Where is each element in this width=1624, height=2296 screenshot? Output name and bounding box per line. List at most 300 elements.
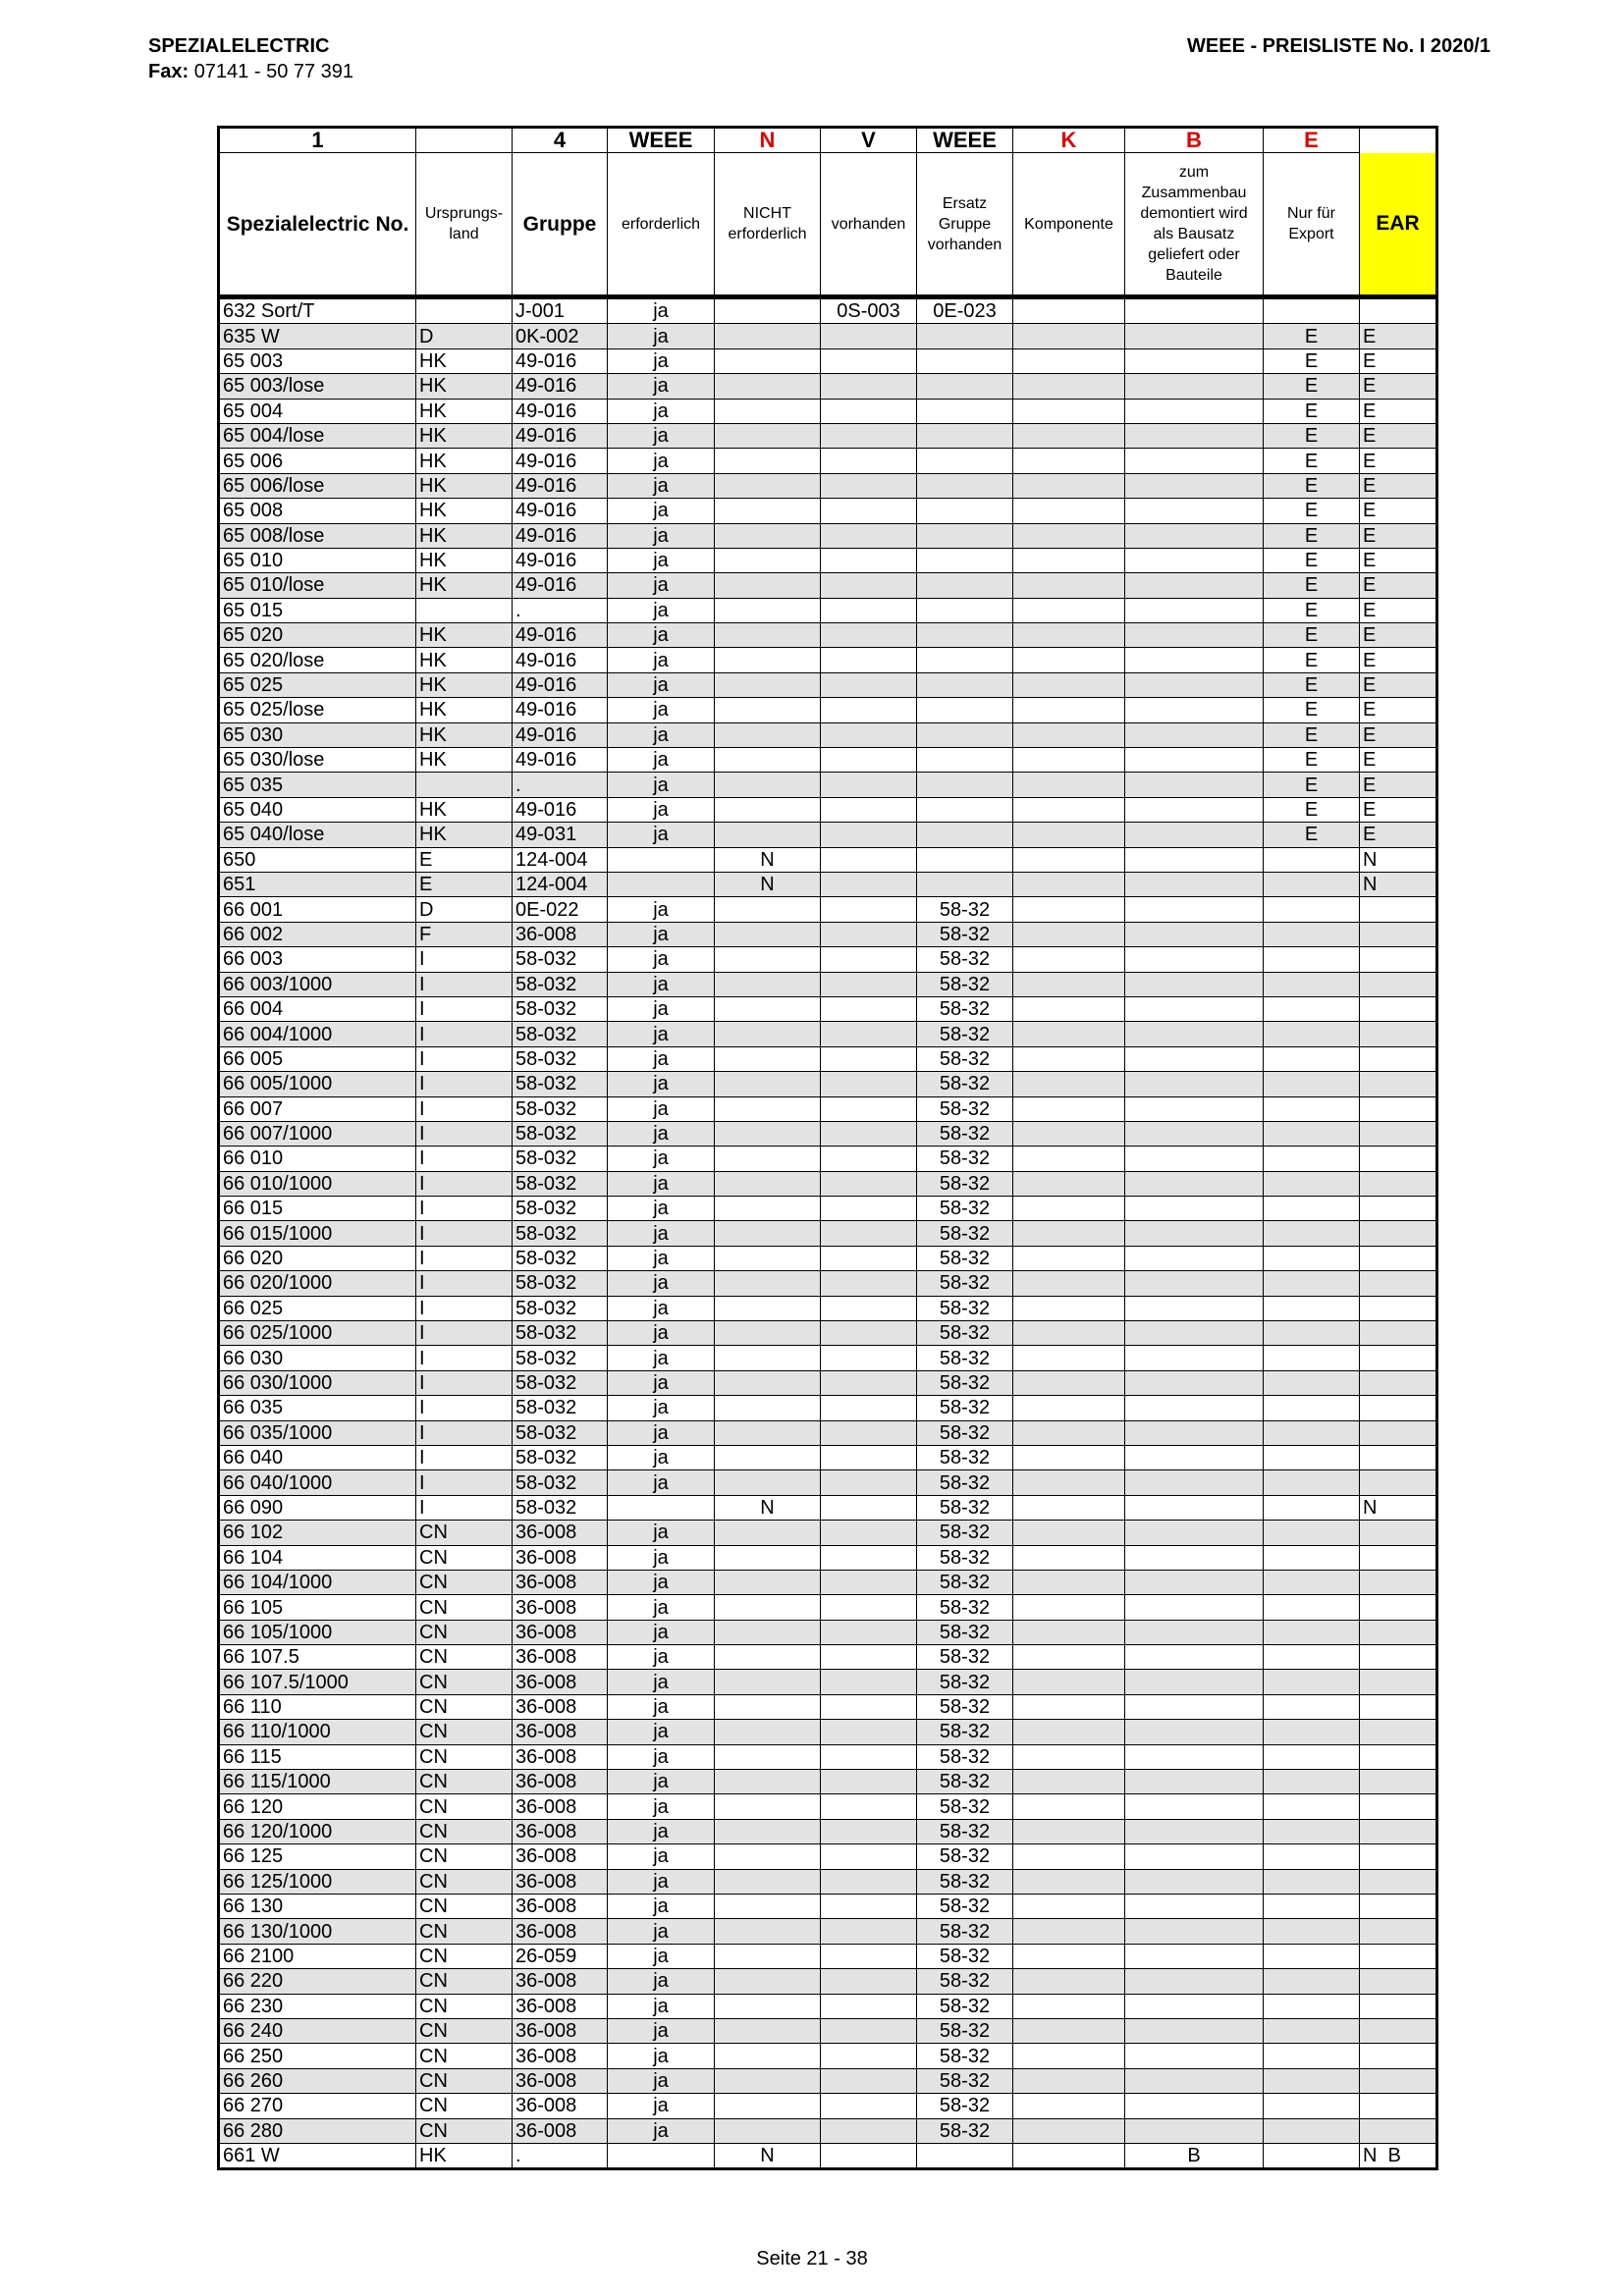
cell-component bbox=[1013, 1720, 1125, 1744]
cell-article-number: 66 250 bbox=[219, 2044, 416, 2068]
cell-replacement-group: 58-32 bbox=[917, 2068, 1013, 2093]
cell-article-number: 635 W bbox=[219, 324, 416, 348]
cell-component bbox=[1013, 1495, 1125, 1520]
table-row bbox=[219, 1545, 1437, 1570]
cell-group: 58-032 bbox=[513, 1445, 608, 1469]
cell-assembly-kit bbox=[1125, 748, 1264, 773]
cell-assembly-kit bbox=[1125, 996, 1264, 1021]
cell-ear bbox=[1360, 2094, 1437, 2118]
cell-export-only: E bbox=[1264, 348, 1360, 373]
cell-group: 49-016 bbox=[513, 648, 608, 672]
column-label: Ersatz Gruppe vorhanden bbox=[917, 153, 1013, 297]
cell-export-only bbox=[1264, 1720, 1360, 1744]
cell-article-number: 66 220 bbox=[219, 1969, 416, 1994]
table-row bbox=[219, 1720, 1437, 1744]
cell-weee-not-required: N bbox=[715, 1495, 821, 1520]
cell-article-number: 65 006/lose bbox=[219, 473, 416, 498]
column-label: Gruppe bbox=[513, 153, 608, 297]
column-code: WEEE bbox=[917, 128, 1013, 153]
cell-group: 58-032 bbox=[513, 1396, 608, 1420]
table-row bbox=[219, 548, 1437, 572]
cell-origin-country: I bbox=[416, 1171, 513, 1196]
company-name: SPEZIALELECTRIC bbox=[148, 35, 330, 57]
cell-component bbox=[1013, 297, 1125, 324]
table-row bbox=[219, 1022, 1437, 1046]
cell-replacement-group: 58-32 bbox=[917, 996, 1013, 1021]
cell-replacement-group: 58-32 bbox=[917, 1570, 1013, 1594]
cell-export-only bbox=[1264, 1346, 1360, 1370]
cell-article-number: 65 010/lose bbox=[219, 573, 416, 598]
cell-weee-not-required bbox=[715, 1895, 821, 1919]
cell-weee-present bbox=[821, 1994, 917, 2018]
cell-ear bbox=[1360, 1470, 1437, 1495]
cell-component bbox=[1013, 1645, 1125, 1670]
cell-replacement-group: 58-32 bbox=[917, 1645, 1013, 1670]
cell-replacement-group bbox=[917, 623, 1013, 648]
cell-origin-country: I bbox=[416, 1197, 513, 1221]
cell-export-only bbox=[1264, 1121, 1360, 1146]
cell-weee-present bbox=[821, 1694, 917, 1719]
cell-article-number: 66 102 bbox=[219, 1521, 416, 1545]
cell-article-number: 66 030/1000 bbox=[219, 1370, 416, 1395]
cell-weee-required: ja bbox=[608, 1744, 715, 1769]
table-row bbox=[219, 748, 1437, 773]
cell-assembly-kit bbox=[1125, 1595, 1264, 1620]
cell-weee-present bbox=[821, 1072, 917, 1096]
cell-ear: E bbox=[1360, 672, 1437, 697]
cell-replacement-group bbox=[917, 698, 1013, 722]
cell-replacement-group: 58-32 bbox=[917, 1869, 1013, 1894]
cell-weee-not-required bbox=[715, 648, 821, 672]
cell-weee-present bbox=[821, 1420, 917, 1445]
cell-group: 0E-022 bbox=[513, 897, 608, 922]
cell-component bbox=[1013, 698, 1125, 722]
cell-replacement-group: 58-32 bbox=[917, 1670, 1013, 1694]
cell-export-only bbox=[1264, 1321, 1360, 1346]
cell-assembly-kit: B bbox=[1125, 2143, 1264, 2168]
cell-assembly-kit bbox=[1125, 1470, 1264, 1495]
cell-weee-not-required bbox=[715, 1545, 821, 1570]
cell-component bbox=[1013, 1370, 1125, 1395]
cell-group: 58-032 bbox=[513, 1420, 608, 1445]
table-row bbox=[219, 523, 1437, 548]
cell-export-only bbox=[1264, 1969, 1360, 1994]
cell-assembly-kit bbox=[1125, 2094, 1264, 2118]
cell-weee-not-required bbox=[715, 1445, 821, 1469]
cell-component bbox=[1013, 623, 1125, 648]
table-row bbox=[219, 1670, 1437, 1694]
cell-assembly-kit bbox=[1125, 1844, 1264, 1869]
cell-origin-country: HK bbox=[416, 698, 513, 722]
cell-replacement-group: 58-32 bbox=[917, 1794, 1013, 1819]
cell-article-number: 66 025 bbox=[219, 1296, 416, 1320]
cell-weee-not-required bbox=[715, 947, 821, 972]
cell-export-only: E bbox=[1264, 399, 1360, 423]
cell-ear bbox=[1360, 1171, 1437, 1196]
cell-article-number: 65 020 bbox=[219, 623, 416, 648]
cell-weee-present bbox=[821, 449, 917, 473]
cell-replacement-group: 58-32 bbox=[917, 2044, 1013, 2068]
cell-ear bbox=[1360, 2018, 1437, 2043]
cell-weee-not-required bbox=[715, 1370, 821, 1395]
cell-group: 58-032 bbox=[513, 1121, 608, 1146]
cell-weee-present bbox=[821, 797, 917, 822]
cell-origin-country: I bbox=[416, 1221, 513, 1246]
table-row bbox=[219, 947, 1437, 972]
cell-assembly-kit bbox=[1125, 348, 1264, 373]
table-row bbox=[219, 1121, 1437, 1146]
cell-component bbox=[1013, 1246, 1125, 1270]
cell-article-number: 66 040 bbox=[219, 1445, 416, 1469]
cell-article-number: 65 003 bbox=[219, 348, 416, 373]
cell-weee-not-required bbox=[715, 1694, 821, 1719]
cell-article-number: 66 005/1000 bbox=[219, 1072, 416, 1096]
cell-weee-not-required bbox=[715, 1944, 821, 1968]
cell-article-number: 66 015 bbox=[219, 1197, 416, 1221]
cell-weee-not-required bbox=[715, 1720, 821, 1744]
cell-assembly-kit bbox=[1125, 1197, 1264, 1221]
cell-weee-present bbox=[821, 1744, 917, 1769]
cell-weee-not-required bbox=[715, 1096, 821, 1121]
cell-export-only bbox=[1264, 1197, 1360, 1221]
cell-assembly-kit bbox=[1125, 922, 1264, 946]
cell-assembly-kit bbox=[1125, 1521, 1264, 1545]
cell-group: 36-008 bbox=[513, 1720, 608, 1744]
cell-ear bbox=[1360, 1370, 1437, 1395]
cell-component bbox=[1013, 1794, 1125, 1819]
cell-weee-present bbox=[821, 1096, 917, 1121]
cell-replacement-group bbox=[917, 797, 1013, 822]
cell-weee-not-required bbox=[715, 2018, 821, 2043]
cell-weee-present bbox=[821, 872, 917, 896]
cell-weee-required: ja bbox=[608, 1370, 715, 1395]
cell-assembly-kit bbox=[1125, 1321, 1264, 1346]
cell-origin-country: CN bbox=[416, 1521, 513, 1545]
cell-ear bbox=[1360, 1670, 1437, 1694]
cell-ear bbox=[1360, 1844, 1437, 1869]
cell-origin-country: I bbox=[416, 1321, 513, 1346]
cell-origin-country: HK bbox=[416, 348, 513, 373]
cell-weee-required: ja bbox=[608, 1147, 715, 1171]
cell-component bbox=[1013, 1521, 1125, 1545]
cell-origin-country: HK bbox=[416, 2143, 513, 2168]
cell-ear: E bbox=[1360, 374, 1437, 399]
cell-component bbox=[1013, 1819, 1125, 1843]
cell-replacement-group: 58-32 bbox=[917, 972, 1013, 996]
cell-assembly-kit bbox=[1125, 473, 1264, 498]
cell-export-only bbox=[1264, 2018, 1360, 2043]
cell-assembly-kit bbox=[1125, 1944, 1264, 1968]
cell-weee-not-required bbox=[715, 797, 821, 822]
cell-export-only bbox=[1264, 1869, 1360, 1894]
cell-export-only bbox=[1264, 1670, 1360, 1694]
cell-weee-not-required bbox=[715, 722, 821, 747]
cell-weee-required: ja bbox=[608, 1171, 715, 1196]
cell-article-number: 66 230 bbox=[219, 1994, 416, 2018]
cell-origin-country: I bbox=[416, 996, 513, 1021]
cell-origin-country: HK bbox=[416, 548, 513, 572]
cell-export-only bbox=[1264, 1046, 1360, 1071]
cell-weee-not-required bbox=[715, 823, 821, 847]
table-body bbox=[219, 297, 1437, 2169]
cell-replacement-group bbox=[917, 748, 1013, 773]
cell-replacement-group: 58-32 bbox=[917, 1694, 1013, 1719]
cell-weee-required: ja bbox=[608, 748, 715, 773]
cell-weee-present bbox=[821, 922, 917, 946]
cell-article-number: 66 005 bbox=[219, 1046, 416, 1071]
cell-assembly-kit bbox=[1125, 1570, 1264, 1594]
cell-article-number: 66 020/1000 bbox=[219, 1271, 416, 1296]
cell-weee-not-required bbox=[715, 548, 821, 572]
cell-assembly-kit bbox=[1125, 1495, 1264, 1520]
cell-weee-present bbox=[821, 623, 917, 648]
column-label: vorhanden bbox=[821, 153, 917, 297]
cell-weee-present bbox=[821, 1720, 917, 1744]
cell-component bbox=[1013, 2118, 1125, 2143]
cell-ear bbox=[1360, 2118, 1437, 2143]
cell-replacement-group bbox=[917, 773, 1013, 797]
cell-component bbox=[1013, 1046, 1125, 1071]
cell-export-only bbox=[1264, 996, 1360, 1021]
cell-component bbox=[1013, 348, 1125, 373]
cell-group: 49-016 bbox=[513, 374, 608, 399]
cell-origin-country: HK bbox=[416, 374, 513, 399]
cell-article-number: 66 107.5/1000 bbox=[219, 1670, 416, 1694]
cell-ear bbox=[1360, 1121, 1437, 1146]
cell-article-number: 66 260 bbox=[219, 2068, 416, 2093]
cell-replacement-group bbox=[917, 499, 1013, 523]
cell-weee-present bbox=[821, 648, 917, 672]
cell-assembly-kit bbox=[1125, 1770, 1264, 1794]
cell-ear bbox=[1360, 996, 1437, 1021]
table-row bbox=[219, 2044, 1437, 2068]
cell-weee-not-required bbox=[715, 1570, 821, 1594]
cell-origin-country: D bbox=[416, 324, 513, 348]
cell-assembly-kit bbox=[1125, 1445, 1264, 1469]
cell-origin-country: I bbox=[416, 1072, 513, 1096]
cell-component bbox=[1013, 598, 1125, 622]
column-label: erforderlich bbox=[608, 153, 715, 297]
cell-export-only bbox=[1264, 1396, 1360, 1420]
cell-group: 58-032 bbox=[513, 1147, 608, 1171]
cell-weee-required: ja bbox=[608, 1919, 715, 1944]
cell-weee-not-required bbox=[715, 1046, 821, 1071]
cell-weee-required: ja bbox=[608, 1420, 715, 1445]
cell-group: 36-008 bbox=[513, 2018, 608, 2043]
column-code-row bbox=[219, 128, 1437, 153]
cell-group: 49-016 bbox=[513, 548, 608, 572]
cell-weee-present bbox=[821, 1046, 917, 1071]
cell-group: 36-008 bbox=[513, 1645, 608, 1670]
cell-ear bbox=[1360, 2044, 1437, 2068]
cell-export-only bbox=[1264, 1994, 1360, 2018]
cell-assembly-kit bbox=[1125, 399, 1264, 423]
cell-group: 36-008 bbox=[513, 1819, 608, 1843]
table-row bbox=[219, 773, 1437, 797]
cell-origin-country: I bbox=[416, 1495, 513, 1520]
cell-replacement-group: 58-32 bbox=[917, 1096, 1013, 1121]
table-row bbox=[219, 2068, 1437, 2093]
cell-assembly-kit bbox=[1125, 1346, 1264, 1370]
cell-article-number: 66 003/1000 bbox=[219, 972, 416, 996]
cell-component bbox=[1013, 1670, 1125, 1694]
cell-component bbox=[1013, 523, 1125, 548]
cell-group: . bbox=[513, 598, 608, 622]
cell-ear: E bbox=[1360, 573, 1437, 598]
cell-assembly-kit bbox=[1125, 2044, 1264, 2068]
cell-weee-required: ja bbox=[608, 548, 715, 572]
cell-group: 58-032 bbox=[513, 1197, 608, 1221]
cell-weee-present: 0S-003 bbox=[821, 297, 917, 324]
cell-group: 36-008 bbox=[513, 1521, 608, 1545]
cell-component bbox=[1013, 748, 1125, 773]
column-label: Komponente bbox=[1013, 153, 1125, 297]
cell-export-only: E bbox=[1264, 797, 1360, 822]
cell-weee-not-required bbox=[715, 1197, 821, 1221]
cell-article-number: 66 125/1000 bbox=[219, 1869, 416, 1894]
cell-ear: E bbox=[1360, 722, 1437, 747]
cell-origin-country: I bbox=[416, 1470, 513, 1495]
cell-group: 58-032 bbox=[513, 1022, 608, 1046]
cell-ear: E bbox=[1360, 748, 1437, 773]
cell-ear: E bbox=[1360, 698, 1437, 722]
cell-component bbox=[1013, 1620, 1125, 1644]
cell-ear: E bbox=[1360, 598, 1437, 622]
cell-origin-country: CN bbox=[416, 2094, 513, 2118]
cell-component bbox=[1013, 922, 1125, 946]
cell-assembly-kit bbox=[1125, 1969, 1264, 1994]
cell-assembly-kit bbox=[1125, 972, 1264, 996]
cell-article-number: 65 030 bbox=[219, 722, 416, 747]
cell-weee-not-required: N bbox=[715, 872, 821, 896]
cell-weee-not-required bbox=[715, 1670, 821, 1694]
cell-weee-not-required bbox=[715, 1770, 821, 1794]
cell-export-only bbox=[1264, 847, 1360, 872]
cell-article-number: 661 W bbox=[219, 2143, 416, 2168]
cell-weee-not-required bbox=[715, 1246, 821, 1270]
cell-weee-present bbox=[821, 1969, 917, 1994]
cell-component bbox=[1013, 1171, 1125, 1196]
cell-export-only: E bbox=[1264, 374, 1360, 399]
cell-ear bbox=[1360, 1895, 1437, 1919]
cell-weee-not-required bbox=[715, 348, 821, 373]
cell-weee-not-required bbox=[715, 1844, 821, 1869]
cell-origin-country: I bbox=[416, 1271, 513, 1296]
cell-export-only: E bbox=[1264, 423, 1360, 448]
cell-assembly-kit bbox=[1125, 1396, 1264, 1420]
cell-weee-required: ja bbox=[608, 972, 715, 996]
cell-weee-not-required bbox=[715, 2068, 821, 2093]
cell-weee-present bbox=[821, 374, 917, 399]
cell-origin-country: CN bbox=[416, 1819, 513, 1843]
cell-article-number: 66 035 bbox=[219, 1396, 416, 1420]
cell-ear bbox=[1360, 1969, 1437, 1994]
cell-origin-country: I bbox=[416, 1346, 513, 1370]
cell-weee-required: ja bbox=[608, 1470, 715, 1495]
cell-group: . bbox=[513, 773, 608, 797]
cell-weee-required: ja bbox=[608, 2094, 715, 2118]
cell-component bbox=[1013, 1694, 1125, 1719]
cell-weee-not-required bbox=[715, 1147, 821, 1171]
cell-export-only: E bbox=[1264, 548, 1360, 572]
cell-ear bbox=[1360, 1595, 1437, 1620]
cell-article-number: 65 030/lose bbox=[219, 748, 416, 773]
cell-origin-country: CN bbox=[416, 2068, 513, 2093]
table-row bbox=[219, 872, 1437, 896]
cell-group: 36-008 bbox=[513, 1694, 608, 1719]
table-row bbox=[219, 1895, 1437, 1919]
cell-export-only bbox=[1264, 947, 1360, 972]
cell-article-number: 65 010 bbox=[219, 548, 416, 572]
table-row bbox=[219, 1171, 1437, 1196]
cell-export-only bbox=[1264, 1944, 1360, 1968]
cell-ear: E bbox=[1360, 648, 1437, 672]
table-row bbox=[219, 297, 1437, 324]
cell-assembly-kit bbox=[1125, 297, 1264, 324]
cell-group: 58-032 bbox=[513, 1296, 608, 1320]
cell-weee-required: ja bbox=[608, 773, 715, 797]
cell-article-number: 66 110/1000 bbox=[219, 1720, 416, 1744]
cell-component bbox=[1013, 897, 1125, 922]
cell-origin-country: CN bbox=[416, 1620, 513, 1644]
column-code: N bbox=[715, 128, 821, 153]
cell-export-only: E bbox=[1264, 499, 1360, 523]
cell-ear bbox=[1360, 1022, 1437, 1046]
cell-origin-country: I bbox=[416, 972, 513, 996]
cell-ear: E bbox=[1360, 523, 1437, 548]
cell-export-only bbox=[1264, 1770, 1360, 1794]
cell-group: 36-008 bbox=[513, 1869, 608, 1894]
table-row bbox=[219, 1944, 1437, 1968]
table-row bbox=[219, 2018, 1437, 2043]
cell-export-only bbox=[1264, 1895, 1360, 1919]
cell-export-only: E bbox=[1264, 722, 1360, 747]
cell-article-number: 65 025 bbox=[219, 672, 416, 697]
cell-weee-present bbox=[821, 2118, 917, 2143]
cell-replacement-group: 58-32 bbox=[917, 1246, 1013, 1270]
cell-weee-not-required bbox=[715, 1346, 821, 1370]
cell-weee-not-required bbox=[715, 499, 821, 523]
cell-article-number: 66 007 bbox=[219, 1096, 416, 1121]
cell-weee-required: ja bbox=[608, 1570, 715, 1594]
column-label: Nur für Export bbox=[1264, 153, 1360, 297]
cell-article-number: 66 015/1000 bbox=[219, 1221, 416, 1246]
cell-origin-country: CN bbox=[416, 2118, 513, 2143]
cell-assembly-kit bbox=[1125, 2068, 1264, 2093]
cell-assembly-kit bbox=[1125, 823, 1264, 847]
cell-origin-country: I bbox=[416, 1046, 513, 1071]
cell-ear bbox=[1360, 1321, 1437, 1346]
cell-weee-required: ja bbox=[608, 2068, 715, 2093]
cell-weee-present bbox=[821, 1221, 917, 1246]
cell-replacement-group bbox=[917, 374, 1013, 399]
table-row bbox=[219, 823, 1437, 847]
cell-export-only: E bbox=[1264, 698, 1360, 722]
cell-ear bbox=[1360, 1346, 1437, 1370]
table-row bbox=[219, 1296, 1437, 1320]
cell-export-only bbox=[1264, 1470, 1360, 1495]
cell-group: 49-016 bbox=[513, 573, 608, 598]
cell-weee-not-required bbox=[715, 1396, 821, 1420]
cell-origin-country: I bbox=[416, 1121, 513, 1146]
cell-export-only: E bbox=[1264, 672, 1360, 697]
cell-origin-country: CN bbox=[416, 1545, 513, 1570]
cell-weee-present bbox=[821, 2094, 917, 2118]
cell-replacement-group: 58-32 bbox=[917, 1396, 1013, 1420]
cell-export-only bbox=[1264, 1919, 1360, 1944]
column-label: EAR bbox=[1360, 153, 1437, 297]
table-row bbox=[219, 1770, 1437, 1794]
